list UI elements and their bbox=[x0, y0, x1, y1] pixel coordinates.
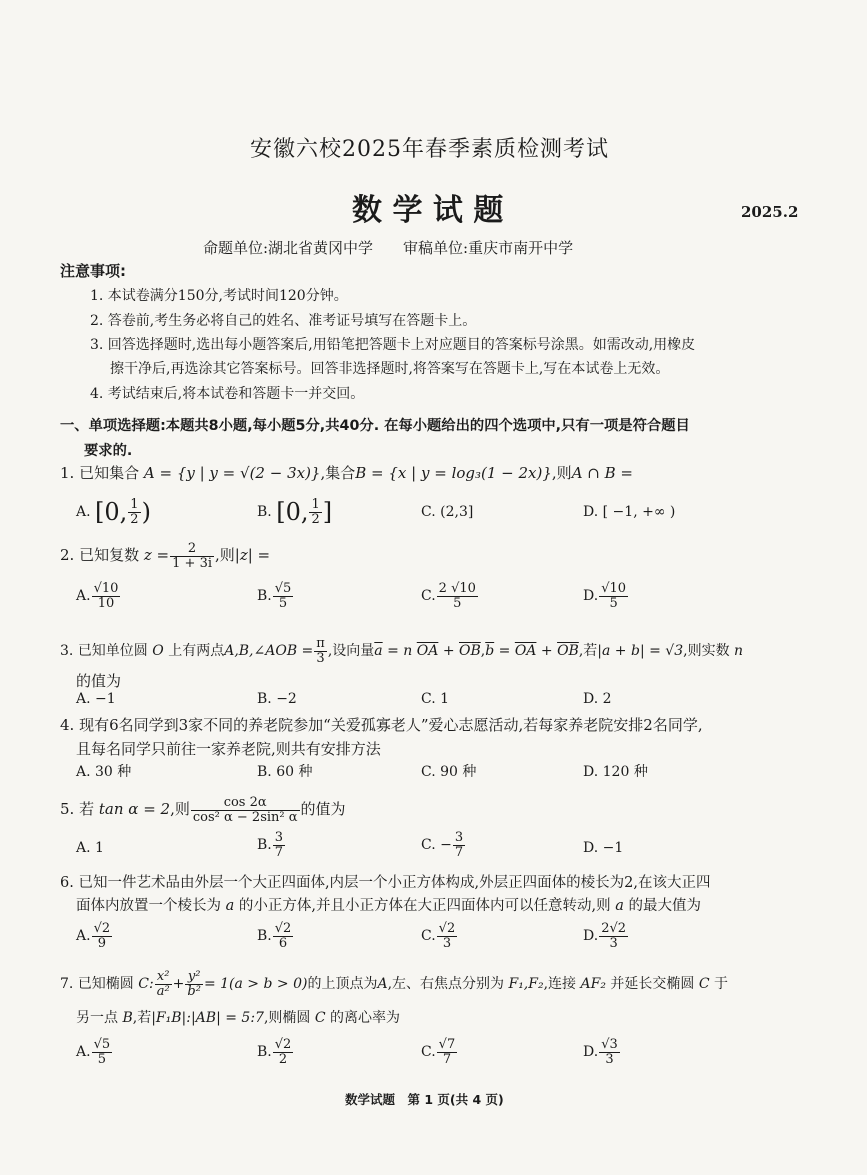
notice-heading: 注意事项: bbox=[60, 262, 126, 280]
option-b[interactable]: B. −2 bbox=[257, 691, 297, 707]
option-d[interactable]: D. $\frac{2√2}{3}$ bbox=[583, 921, 627, 951]
option-a[interactable]: A. −1 bbox=[76, 691, 116, 707]
question-3: 3. 已知单位圆 O 上有两点A,B,∠AOB = $\frac{\pi}{3}$ ,设向量$\overline{a} = n$ $\overline{OA} + \overline{OB},\overline{b} = \overline{OA} + \overline{OB}$,若|a + b| = √3,则实数 n bbox=[60, 636, 744, 666]
question-number: 5. bbox=[60, 800, 75, 819]
option-c[interactable]: C. $\frac{2 √10}{5}$ bbox=[421, 581, 476, 611]
question-6: 6. 已知一件艺术品由外层一个大正四面体,内层一个小正方体构成,外层正四面体的棱长为2,在该大正四 bbox=[60, 875, 711, 891]
notice-item: 4. 考试结束后,将本试卷和答题卡一并交回。 bbox=[90, 386, 365, 402]
subject-title: 数 学 试 题 bbox=[352, 193, 504, 228]
option-d[interactable]: D. $\frac{√3}{3}$ bbox=[583, 1037, 618, 1067]
question-4-cont: 且每名同学只前往一家养老院,则共有安排方法 bbox=[76, 740, 381, 758]
notice-item: 1. 本试卷满分150分,考试时间120分钟。 bbox=[90, 288, 348, 304]
option-c[interactable]: C. − $\frac{3}{7}$ bbox=[421, 830, 464, 860]
question-number: 3. bbox=[60, 643, 74, 660]
option-a[interactable]: A. 30 种 bbox=[76, 764, 132, 780]
option-a[interactable]: A. [0, $\frac{1}{2}$ ) bbox=[76, 497, 151, 527]
question-number: 7. bbox=[60, 976, 74, 993]
section-heading: 一、单项选择题:本题共8小题,每小题5分,共40分. 在每小题给出的四个选项中,只有一项是符合题目 bbox=[60, 418, 690, 434]
option-a[interactable]: A. $\frac{√10}{10}$ bbox=[76, 581, 119, 611]
section-heading-cont: 要求的. bbox=[84, 443, 133, 459]
option-b[interactable]: B. $\frac{√2}{6}$ bbox=[257, 921, 292, 951]
option-b[interactable]: B. $\frac{√5}{5}$ bbox=[257, 581, 292, 611]
question-number: 6. bbox=[60, 875, 74, 891]
question-2: 2. 已知复数 z = $\frac{2}{1 + 3i}$ ,则|z| = bbox=[60, 541, 271, 571]
option-c[interactable]: C. 1 bbox=[421, 691, 450, 707]
option-d[interactable]: D. −1 bbox=[583, 840, 624, 856]
question-7-cont: 另一点 B,若|F₁B|:|AB| = 5:7,则椭圆 C 的离心率为 bbox=[76, 1010, 401, 1026]
exam-units: 命题单位:湖北省黄冈中学 审稿单位:重庆市南开中学 bbox=[203, 239, 574, 257]
option-b[interactable]: B. $\frac{3}{7}$ bbox=[257, 830, 284, 860]
question-7: 7. 已知椭圆 C: $\frac{\text{x²}}{\text{a²}}$ + $\frac{\text{y²}}{\text{b²}}$ = 1(a > b > 0)的上顶点为A,左、右焦点分别为 F₁,F₂,连接 AF₂ 并延长交椭圆 C 于 bbox=[60, 969, 729, 999]
notice-item: 2. 答卷前,考生务必将自己的姓名、准考证号填写在答题卡上。 bbox=[90, 313, 477, 329]
notice-item: 3. 回答选择题时,选出每小题答案后,用铅笔把答题卡上对应题目的答案标号涂黑。如需改动,用橡皮 bbox=[90, 337, 696, 353]
page-footer: 数学试题 第 1 页(共 4 页) bbox=[345, 1092, 504, 1107]
question-6-cont: 面体内放置一个棱长为 a 的小正方体,并且小正方体在大正四面体内可以任意转动,则 a 的最大值为 bbox=[76, 898, 701, 914]
question-3-cont: 的值为 bbox=[76, 672, 122, 690]
option-d[interactable]: D. 2 bbox=[583, 691, 612, 707]
option-d[interactable]: D. [ −1, +∞ ) bbox=[583, 504, 676, 520]
option-b[interactable]: B. 60 种 bbox=[257, 764, 313, 780]
option-d[interactable]: D. $\frac{√10}{5}$ bbox=[583, 581, 627, 611]
option-c[interactable]: C. $\frac{√7}{7}$ bbox=[421, 1037, 456, 1067]
question-4: 4. 现有6名同学到3家不同的养老院参加“关爱孤寡老人”爱心志愿活动,若每家养老院安排2名同学, bbox=[60, 716, 703, 734]
option-b[interactable]: B. $\frac{√2}{2}$ bbox=[257, 1037, 292, 1067]
option-a[interactable]: A. $\frac{√2}{9}$ bbox=[76, 921, 111, 951]
question-5: 5. 若 tan α = 2,则 $\frac{\cos 2\alpha}{\text{cos² α − 2sin² α}}$ 的值为 bbox=[60, 795, 346, 825]
option-b[interactable]: B. [0, $\frac{1}{2}$ ] bbox=[257, 497, 333, 527]
option-d[interactable]: D. 120 种 bbox=[583, 764, 648, 780]
question-number: 1. bbox=[60, 464, 75, 482]
option-a[interactable]: A. $\frac{√5}{5}$ bbox=[76, 1037, 111, 1067]
option-c[interactable]: C. (2,3] bbox=[421, 504, 474, 520]
notice-item: 擦干净后,再选涂其它答案标号。回答非选择题时,将答案写在答题卡上,写在本试卷上无效。 bbox=[110, 361, 670, 377]
option-c[interactable]: C. 90 种 bbox=[421, 764, 477, 780]
question-number: 2. bbox=[60, 546, 75, 565]
question-number: 4. bbox=[60, 716, 75, 734]
exam-title: 安徽六校2025年春季素质检测考试 bbox=[250, 137, 609, 162]
question-1: 1. 已知集合 A = {y | y = √(2 − 3x)},集合B = {x | y = log₃(1 − 2x)},则A ∩ B = bbox=[60, 464, 633, 482]
option-c[interactable]: C. $\frac{√2}{3}$ bbox=[421, 921, 456, 951]
exam-date: 2025.2 bbox=[741, 203, 799, 221]
option-a[interactable]: A. 1 bbox=[76, 840, 104, 856]
